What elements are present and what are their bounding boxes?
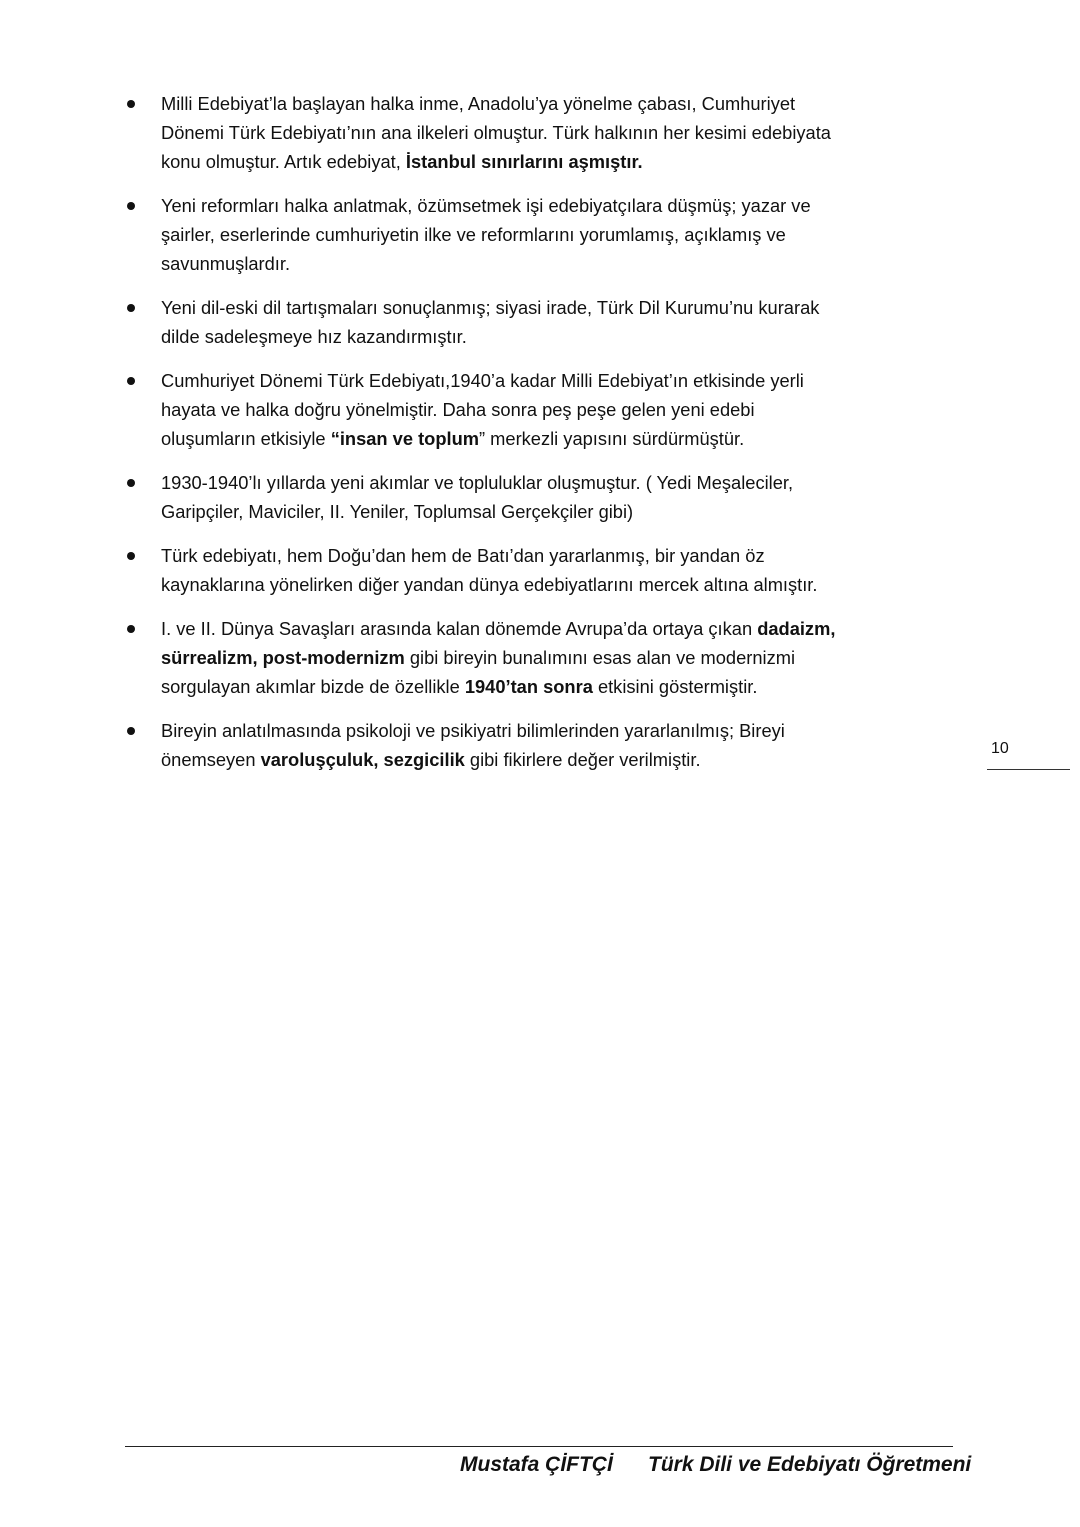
- text-line: [161, 424, 1080, 453]
- text: gibi bireyin bunalımını esas alan ve modernizmi: [404, 647, 796, 668]
- text: Dönemi Türk Edebiyatı’nın ana ilkeleri olmuştur. Türk halkının her kesimi edebiyata: [161, 122, 831, 143]
- text: I. ve II. Dünya Savaşları arasında kalan dönemde Avrupa’da ortaya çıkan: [161, 618, 758, 639]
- text: gibi fikirlere değer verilmiştir.: [464, 749, 701, 770]
- footer-divider: [125, 1446, 953, 1447]
- text: etkisini göstermiştir.: [592, 676, 758, 697]
- bullet-icon: [127, 304, 135, 312]
- text-line: [161, 643, 1080, 672]
- bold-text: “insan ve toplum: [330, 428, 479, 449]
- text: Yeni reformları halka anlatmak, özümsetmek işi edebiyatçılara düşmüş; yazar ve: [161, 195, 811, 216]
- list-item: [0, 614, 1080, 701]
- text: Milli Edebiyat’la başlayan halka inme, Anadolu’ya yönelme çabası, Cumhuriyet: [161, 93, 796, 114]
- text-line: [161, 570, 1080, 599]
- text-line: [161, 395, 1080, 424]
- text-line: [161, 220, 1080, 249]
- text: konu olmuştur. Artık edebiyat,: [161, 151, 406, 172]
- list-item: [0, 293, 1080, 351]
- list-item: [0, 541, 1080, 599]
- text-line: [161, 89, 1080, 118]
- bullet-icon: [127, 625, 135, 633]
- bullet-icon: [127, 100, 135, 108]
- text: Türk edebiyatı, hem Doğu’dan hem de Batı’dan yararlanmış, bir yandan öz: [161, 545, 765, 566]
- text-line: [161, 118, 1080, 147]
- text: Yeni dil-eski dil tartışmaları sonuçlanmış; siyasi irade, Türk Dil Kurumu’nu kurarak: [161, 297, 820, 318]
- text: Garipçiler, Maviciler, II. Yeniler, Toplumsal Gerçekçiler gibi): [161, 501, 634, 522]
- text: ” merkezli yapısını sürdürmüştür.: [479, 428, 745, 449]
- bullet-icon: [127, 377, 135, 385]
- bold-text: sürrealizm, post-modernizm: [161, 647, 405, 668]
- bold-text: varoluşçuluk, sezgicilik: [260, 749, 465, 770]
- page-number-rule: [987, 769, 1070, 770]
- list-item: [0, 89, 1080, 176]
- text: Bireyin anlatılmasında psikoloji ve psikiyatri bilimlerinden yararlanılmış; Bireyi: [161, 720, 785, 741]
- text: 1930-1940’lı yıllarda yeni akımlar ve topluluklar oluşmuştur. ( Yedi Meşaleciler,: [161, 472, 794, 493]
- text: şairler, eserlerinde cumhuriyetin ilke ve reformlarını yorumlamış, açıklamış ve: [161, 224, 786, 245]
- text-line: [161, 497, 1080, 526]
- bullet-list: [0, 89, 1080, 789]
- text: dilde sadeleşmeye hız kazandırmıştır.: [161, 326, 467, 347]
- list-item: [0, 468, 1080, 526]
- bold-text: dadaizm,: [757, 618, 836, 639]
- text-line: [161, 541, 1080, 570]
- text-line: [161, 468, 1080, 497]
- text: sorgulayan akımlar bizde de özellikle: [161, 676, 465, 697]
- bold-text: 1940’tan sonra: [464, 676, 593, 697]
- list-item: [0, 716, 1080, 774]
- text-line: [161, 322, 1080, 351]
- text-line: [161, 716, 1080, 745]
- text-line: [161, 191, 1080, 220]
- bold-text: İstanbul sınırlarını aşmıştır.: [405, 151, 643, 172]
- list-item: [0, 191, 1080, 278]
- page-number: 10: [991, 740, 1009, 757]
- text-line: [161, 147, 1080, 176]
- text-line: [161, 293, 1080, 322]
- list-item: [0, 366, 1080, 453]
- footer-author: Mustafa ÇİFTÇİ: [460, 1453, 613, 1476]
- text-line: [161, 249, 1080, 278]
- text: Cumhuriyet Dönemi Türk Edebiyatı,1940’a kadar Milli Edebiyat’ın etkisinde yerli: [161, 370, 804, 391]
- bullet-icon: [127, 552, 135, 560]
- bullet-icon: [127, 202, 135, 210]
- text: hayata ve halka doğru yönelmiştir. Daha sonra peş peşe gelen yeni edebi: [161, 399, 755, 420]
- text-line: [161, 745, 1080, 774]
- text: kaynaklarına yönelirken diğer yandan dünya edebiyatlarını mercek altına almıştır.: [161, 574, 818, 595]
- text-line: [161, 366, 1080, 395]
- text: önemseyen: [161, 749, 261, 770]
- footer-role: Türk Dili ve Edebiyatı Öğretmeni: [648, 1453, 972, 1476]
- bullet-icon: [127, 479, 135, 487]
- text: savunmuşlardır.: [161, 253, 291, 274]
- text: oluşumların etkisiyle: [161, 428, 331, 449]
- text-line: [161, 672, 1080, 701]
- text-line: [161, 614, 1080, 643]
- bullet-icon: [127, 727, 135, 735]
